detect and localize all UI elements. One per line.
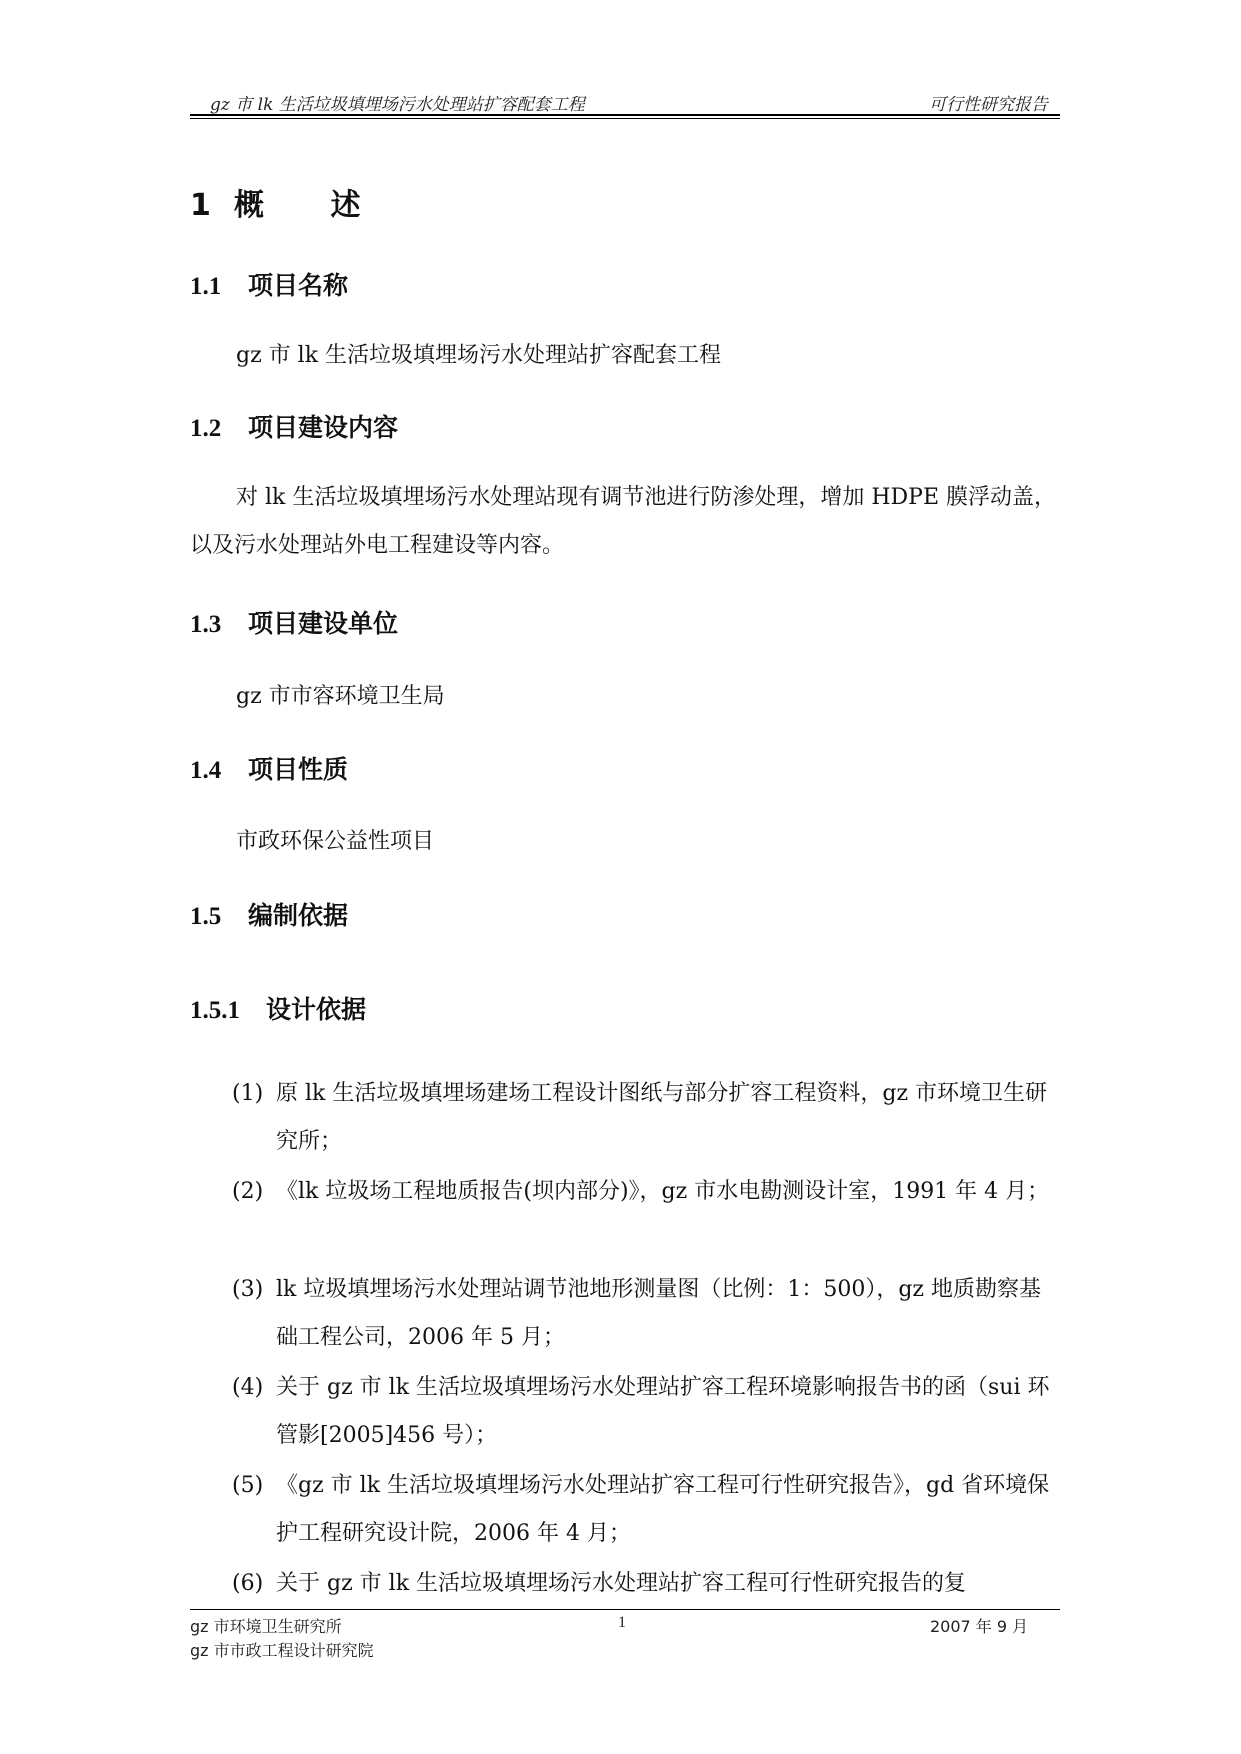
header-report-type: 可行性研究报告 <box>929 95 1048 115</box>
section-title: 项目建设单位 <box>248 609 399 638</box>
subsection-title: 设计依据 <box>266 995 367 1024</box>
section-heading-1-3 <box>190 604 398 640</box>
basis-item-number: (3) <box>232 1277 264 1302</box>
basis-item-number: (2) <box>232 1179 264 1204</box>
section-number: 1.2 <box>190 415 222 442</box>
basis-item-text: lk 垃圾填埋场污水处理站调节池地形测量图（比例：1：500），gz 地质勘察基础工程公司，2006 年 5 月； <box>276 1277 1042 1350</box>
section-body-1-1: gz 市 lk 生活垃圾填埋场污水处理站扩容配套工程 <box>236 343 722 368</box>
basis-item <box>232 1266 1060 1362</box>
section-title: 项目名称 <box>248 271 349 300</box>
basis-item-number: (4) <box>232 1375 264 1400</box>
basis-item <box>232 1462 1060 1558</box>
section-heading-1-1 <box>190 266 348 302</box>
footer-org-2: gz 市市政工程设计研究院 <box>190 1641 374 1660</box>
section-title: 项目性质 <box>248 755 349 784</box>
section-heading-1-4 <box>190 750 348 786</box>
footer-org-1: gz 市环境卫生研究所 <box>190 1617 342 1636</box>
chapter-number: 1 <box>190 188 211 223</box>
section-number: 1.4 <box>190 757 222 784</box>
section-body-1-3: gz 市市容环境卫生局 <box>236 684 445 709</box>
page-header <box>190 84 1060 114</box>
section-number: 1.3 <box>190 611 222 638</box>
footer-date: 2007 年 9 月 <box>930 1617 1029 1636</box>
subsection-number: 1.5.1 <box>190 997 240 1024</box>
basis-item-text: 关于 gz 市 lk 生活垃圾填埋场污水处理站扩容工程可行性研究报告的复 <box>276 1571 967 1596</box>
section-body-1-2: 对 lk 生活垃圾填埋场污水处理站现有调节池进行防渗处理，增加 HDPE 膜浮动盖，以及污水处理站外电工程建设等内容。 <box>190 485 1057 558</box>
subsection-heading-1-5-1 <box>190 990 366 1026</box>
header-rule <box>190 114 1060 116</box>
basis-item-text: 《gz 市 lk 生活垃圾填埋场污水处理站扩容工程可行性研究报告》，gd 省环境保护工程研究设计院，2006 年 4 月； <box>276 1473 1050 1546</box>
header-project-title: gz 市 lk 生活垃圾填埋场污水处理站扩容配套工程 <box>210 95 585 115</box>
section-body-1-4: 市政环保公益性项目 <box>236 829 435 854</box>
basis-item-text: 原 lk 生活垃圾填埋场建场工程设计图纸与部分扩容工程资料，gz 市环境卫生研究所； <box>276 1081 1048 1154</box>
basis-item-number: (6) <box>232 1571 264 1596</box>
chapter-heading <box>190 180 388 224</box>
section-heading-1-2 <box>190 408 398 444</box>
footer-rule <box>190 1609 1060 1610</box>
header-rule-thin <box>190 118 1060 119</box>
basis-item <box>232 1560 1060 1608</box>
basis-item <box>232 1364 1060 1460</box>
basis-item <box>232 1070 1060 1166</box>
chapter-title: 概 述 <box>234 188 389 223</box>
section-title: 项目建设内容 <box>248 413 399 442</box>
basis-item-number: (5) <box>232 1473 264 1498</box>
section-number: 1.1 <box>190 273 222 300</box>
basis-item-text: 《lk 垃圾场工程地质报告(坝内部分)》，gz 市水电勘测设计室，1991 年 4 月； <box>276 1179 1050 1204</box>
section-heading-1-5 <box>190 896 348 932</box>
section-title: 编制依据 <box>248 901 349 930</box>
basis-item <box>232 1168 1060 1216</box>
page-number: 1 <box>618 1614 626 1631</box>
basis-item-number: (1) <box>232 1081 264 1106</box>
basis-item-text: 关于 gz 市 lk 生活垃圾填埋场污水处理站扩容工程环境影响报告书的函（sui 环管影[2005]456 号）； <box>276 1375 1050 1448</box>
section-number: 1.5 <box>190 903 222 930</box>
